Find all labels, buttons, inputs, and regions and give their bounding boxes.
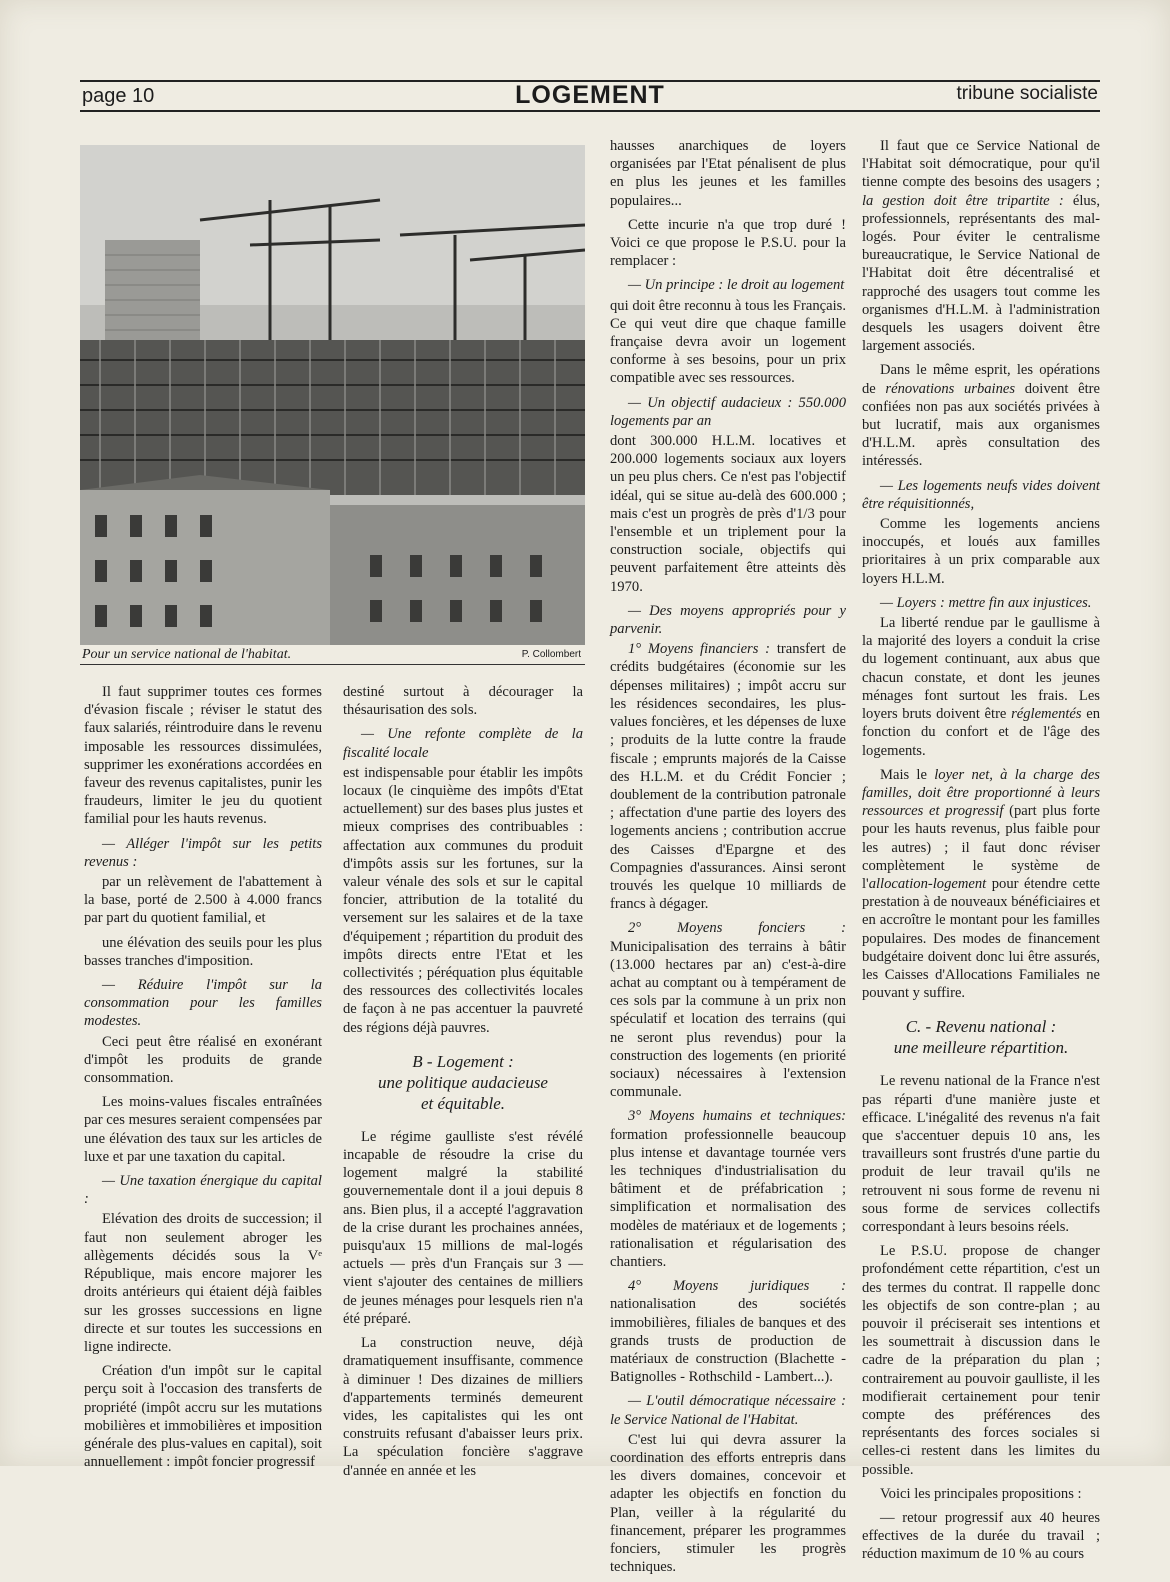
section-heading-b: B - Logement : une politique audacieuse et équitable.	[378, 1051, 548, 1113]
paragraph: destiné surtout à décourager la thésaurisation des sols.	[343, 684, 583, 719]
paragraph: La construction neuve, déjà dramatiquement insuffisante, commence à diminuer ! Des dizaines de milliers d'appartements terminés demeurent vides, les capitalistes qui les ont construits refusant d'abaisser leurs prix. La spéculation foncière s'aggrave d'année en année et les	[343, 1335, 583, 1479]
subheading: — L'outil démocratique nécessaire : le Service National de l'Habitat.	[610, 1393, 846, 1428]
paragraph: Voici les principales propositions :	[880, 1485, 1082, 1502]
subheading: — Alléger l'impôt sur les petits revenus :	[84, 835, 322, 870]
paragraph: Il faut que ce Service National de l'Habitat soit démocratique, pour qu'il tienne compte des besoins des usagers ; la gestion doit être tripartite : élus, professionnels, représentants des mal-logés. Pour éviter le centralisme bureaucratique, le Service National de l'Habitat doit être décentralisé et rapproché des usagers tout comme les organismes d'H.L.M. à l'administration desquels les usagers doivent être largement associés.	[862, 138, 1100, 355]
article-column-4	[862, 137, 1100, 1570]
paragraph: Le revenu national de la France n'est pas réparti d'une manière juste et efficace. L'inégalité des revenus n'a fait que s'accentuer depuis 10 ans, les travailleurs sont frustrés d'une partie du produit de leur travail qu'ils ne retrouvent ni sous forme de revenu ni sous forme de services collectifs correspondant à leurs besoins réels.	[862, 1073, 1100, 1235]
photo-caption	[80, 646, 585, 665]
article-column-3	[610, 137, 846, 1582]
paragraph: Le régime gaulliste s'est révélé incapable de résoudre la crise du logement malgré la stabilité gouvernementale dont il a joui depuis 8 ans. Bien plus, il a accepté l'aggravation de la crise durant les prochaines années, puisqu'aux 15 millions de mal-logés actuels — près d'un Français sur 3 — vient s'ajouter des centaines de milliers de jeunes ménages pour lesquels rien n'a été préparé.	[343, 1128, 583, 1327]
paragraph: 1° Moyens financiers : transfert de crédits budgétaires (économie sur les dépenses militaires) ; impôt accru sur les résidences secondaires, les plus-values foncières, et les dépenses de luxe ; produits de la lutte contre la fraude fiscale ; emprunts majorés de la Caisse des H.L.M. et du Crédit Foncier ; doublement de la contribution patronale ; affectation d'une partie des loyers des logements anciens ; contribution accrue des Caisses d'Epargne et des Compagnies d'assurances. Ainsi seront trouvés les quelque 10 milliards de francs à dégager.	[610, 641, 846, 913]
paragraph: dont 300.000 H.L.M. locatives et 200.000 logements sociaux aux loyers un peu plus chers. Ce n'est pas l'objectif idéal, qui se situe au-delà des 600.000 ; mais c'est un progrès de près d'1/3 pour l'ensemble et un triplement pour la construction sociale, objectifs qui peuvent parfaitement être atteints dès 1970.	[610, 433, 846, 595]
paragraph: 3° Moyens humains et techniques: formation professionnelle beaucoup plus intense et davantage tournée vers les techniques d'industrialisation du bâtiment et de préfabrication ; simplification et normalisation des modèles de matériaux et de logements ; rationalisation et régularisation des chantiers.	[610, 1108, 846, 1270]
paragraph: qui doit être reconnu à tous les Français. Ce qui veut dire que chaque famille française devra avoir un logement conforme à ses besoins, pour un prix compatible avec ses ressources.	[610, 297, 846, 387]
subheading: — Loyers : mettre fin aux injustices.	[880, 594, 1092, 611]
article-column-2	[343, 683, 583, 1486]
paragraph: — retour progressif aux 40 heures effectives de la durée du travail ; réduction maximum de 10 % au cours	[862, 1510, 1100, 1563]
paragraph: Il faut supprimer toutes ces formes d'évasion fiscale ; réviser le statut des faux salariés, réintroduire dans le revenu imposable les ressources dissimulées, supprimer les exonérations accordées en faveur des revenus capitalistes, punir les fraudeurs, limiter le jeu du quotient familial pour les hauts revenus.	[84, 684, 322, 828]
subheading: — Les logements neufs vides doivent être réquisitionnés,	[862, 477, 1100, 512]
subheading: — Un objectif audacieux : 550.000 logements par an	[610, 394, 846, 429]
caption-text: Pour un service national de l'habitat.	[82, 647, 292, 662]
paragraph: La liberté rendue par le gaullisme à la majorité des loyers a conduit la crise du logement continuant, aux abus que chacun constate, et dont les jeunes ménages font surtout les frais. Les loyers bruts doivent être réglementés en fonction du confort et de l'âge des logements.	[862, 615, 1100, 759]
paragraph: Ceci peut être réalisé en exonérant d'impôt les produits de grande consommation.	[84, 1033, 322, 1087]
paragraph: Dans le même esprit, les opérations de rénovations urbaines doivent être confiées non pas aux sociétés privées à but lucratif, mais aux organismes d'H.L.M. après consultation des intéressés.	[862, 362, 1100, 470]
paragraph: 4° Moyens juridiques : nationalisation des sociétés immobilières, filiales de banques et des grands trusts de production de matériaux de construction (Blachette - Batignolles - Rothschild - Lambert...).	[610, 1278, 846, 1386]
article-column-1	[84, 683, 322, 1477]
page-number: page 10	[82, 85, 155, 107]
section-title: LOGEMENT	[515, 81, 665, 109]
subheading: — Réduire l'impôt sur la consommation pour les familles modestes.	[84, 977, 322, 1030]
paragraph: Mais le loyer net, à la charge des familles, doit être proportionné à leurs ressources et progressif (part plus forte pour les hauts revenus, plus faible pour les autres) ; il faut donc réviser complètement le système de l'allocation-logement pour étendre cette prestation à de nouveaux bénéficiaires et en accroître le montant pour les familles populaires. Des modes de financement budgétaire doivent donc lui être assurés, les Caisses d'Allocations Familiales ne pouvant y suffire.	[862, 766, 1100, 1002]
paragraph: Comme les logements anciens inoccupés, et loués aux familles prioritaires à un prix comparable aux loyers H.L.M.	[862, 516, 1100, 587]
paragraph: Le P.S.U. propose de changer profondément cette répartition, c'est un des termes du contrat. Il rappelle donc les objectifs de son contre-plan ; au pouvoir il préciserait ses intentions et les soumettrait à discussion dans le cadre de la préparation du plan ; contrairement au pouvoir gaulliste, il les modifierait certainement pour tenir compte des préférences des représentants des forces sociales si celles-ci restent dans les limites du possible.	[862, 1243, 1100, 1478]
subheading: — Une refonte complète de la fiscalité locale	[343, 726, 583, 761]
paragraph: par un relèvement de l'abattement à la base, porté de 2.500 à 4.000 francs par part du quotient familial, et	[84, 874, 322, 927]
photo-illustration	[80, 145, 585, 645]
subheading: — Une taxation énergique du capital :	[84, 1173, 322, 1208]
paragraph: Les moins-values fiscales entraînées par ces mesures seraient compensées par une élévation des taux sur les articles de luxe et par une taxation du capital.	[84, 1094, 322, 1165]
publication-name: tribune socialiste	[956, 83, 1098, 104]
subheading: — Des moyens appropriés pour y parvenir.	[610, 602, 846, 638]
header-bottom-rule	[80, 110, 1100, 112]
paragraph: est indispensable pour établir les impôts locaux (le cinquième des impôts d'Etat actuellement) sur des bases plus justes et mieux comprises des contribuables : affectation aux communes du produit d'impôts assis sur les fortunes, sur la valeur vénale des sols et sur le capital foncier, attribution de la totalité du versement sur les salaires et de la taxe d'équipement ; répartition du produit des impôts directs entre l'Etat et les collectivités ; péréquation plus équitable des ressources des collectivités locales de façon à ne pas accentuer la pauvreté des régions déjà pauvres.	[343, 764, 583, 1036]
construction-photo	[80, 145, 585, 645]
paragraph: Elévation des droits de succession; il faut non seulement abroger les allègements décidés sous la Vᵉ République, mais encore majorer les droits antérieurs qui étaient déjà faibles sur les grosses successions en ligne directe et sur toutes les successions en ligne indirecte.	[84, 1211, 322, 1355]
paragraph: C'est lui qui devra assurer la coordination des efforts entrepris dans les divers domaines, concevoir et adapter les objectifs en fonction du Plan, veiller à la régularité du financement, préparer les programmes fonciers, stimuler les progrès techniques.	[610, 1431, 846, 1576]
page-header	[80, 83, 1100, 109]
paragraph: 2° Moyens fonciers : Municipalisation des terrains à bâtir (13.000 hectares par an) c'est-à-dire achat au comptant ou à tempérament de ces sols par la commune à un prix non spéculatif et location des terrains (qui ne seront plus revendus) pour la construction des logements (en priorité sociaux) nécessaires à l'extension communale.	[610, 920, 846, 1101]
section-heading-c: C. - Revenu national : une meilleure répartition.	[893, 1017, 1069, 1058]
paragraph: Création d'un impôt sur le capital perçu soit à l'occasion des transferts de propriété (impôt accru sur les mutations mobilières et immobilières et imposition générale des plus-values en capital), soit annuellement : impôt foncier progressif	[84, 1363, 322, 1471]
paragraph: une élévation des seuils pour les plus basses tranches d'imposition.	[84, 934, 322, 969]
paragraph: Cette incurie n'a que trop duré ! Voici ce que propose le P.S.U. pour la remplacer :	[610, 216, 846, 270]
paragraph: hausses anarchiques de loyers organisées par l'Etat pénalisent de plus en plus les jeunes et les familles populaires...	[610, 138, 846, 209]
subheading: — Un principe : le droit au logement	[628, 277, 845, 294]
photo-credit: P. Collombert	[521, 649, 581, 660]
